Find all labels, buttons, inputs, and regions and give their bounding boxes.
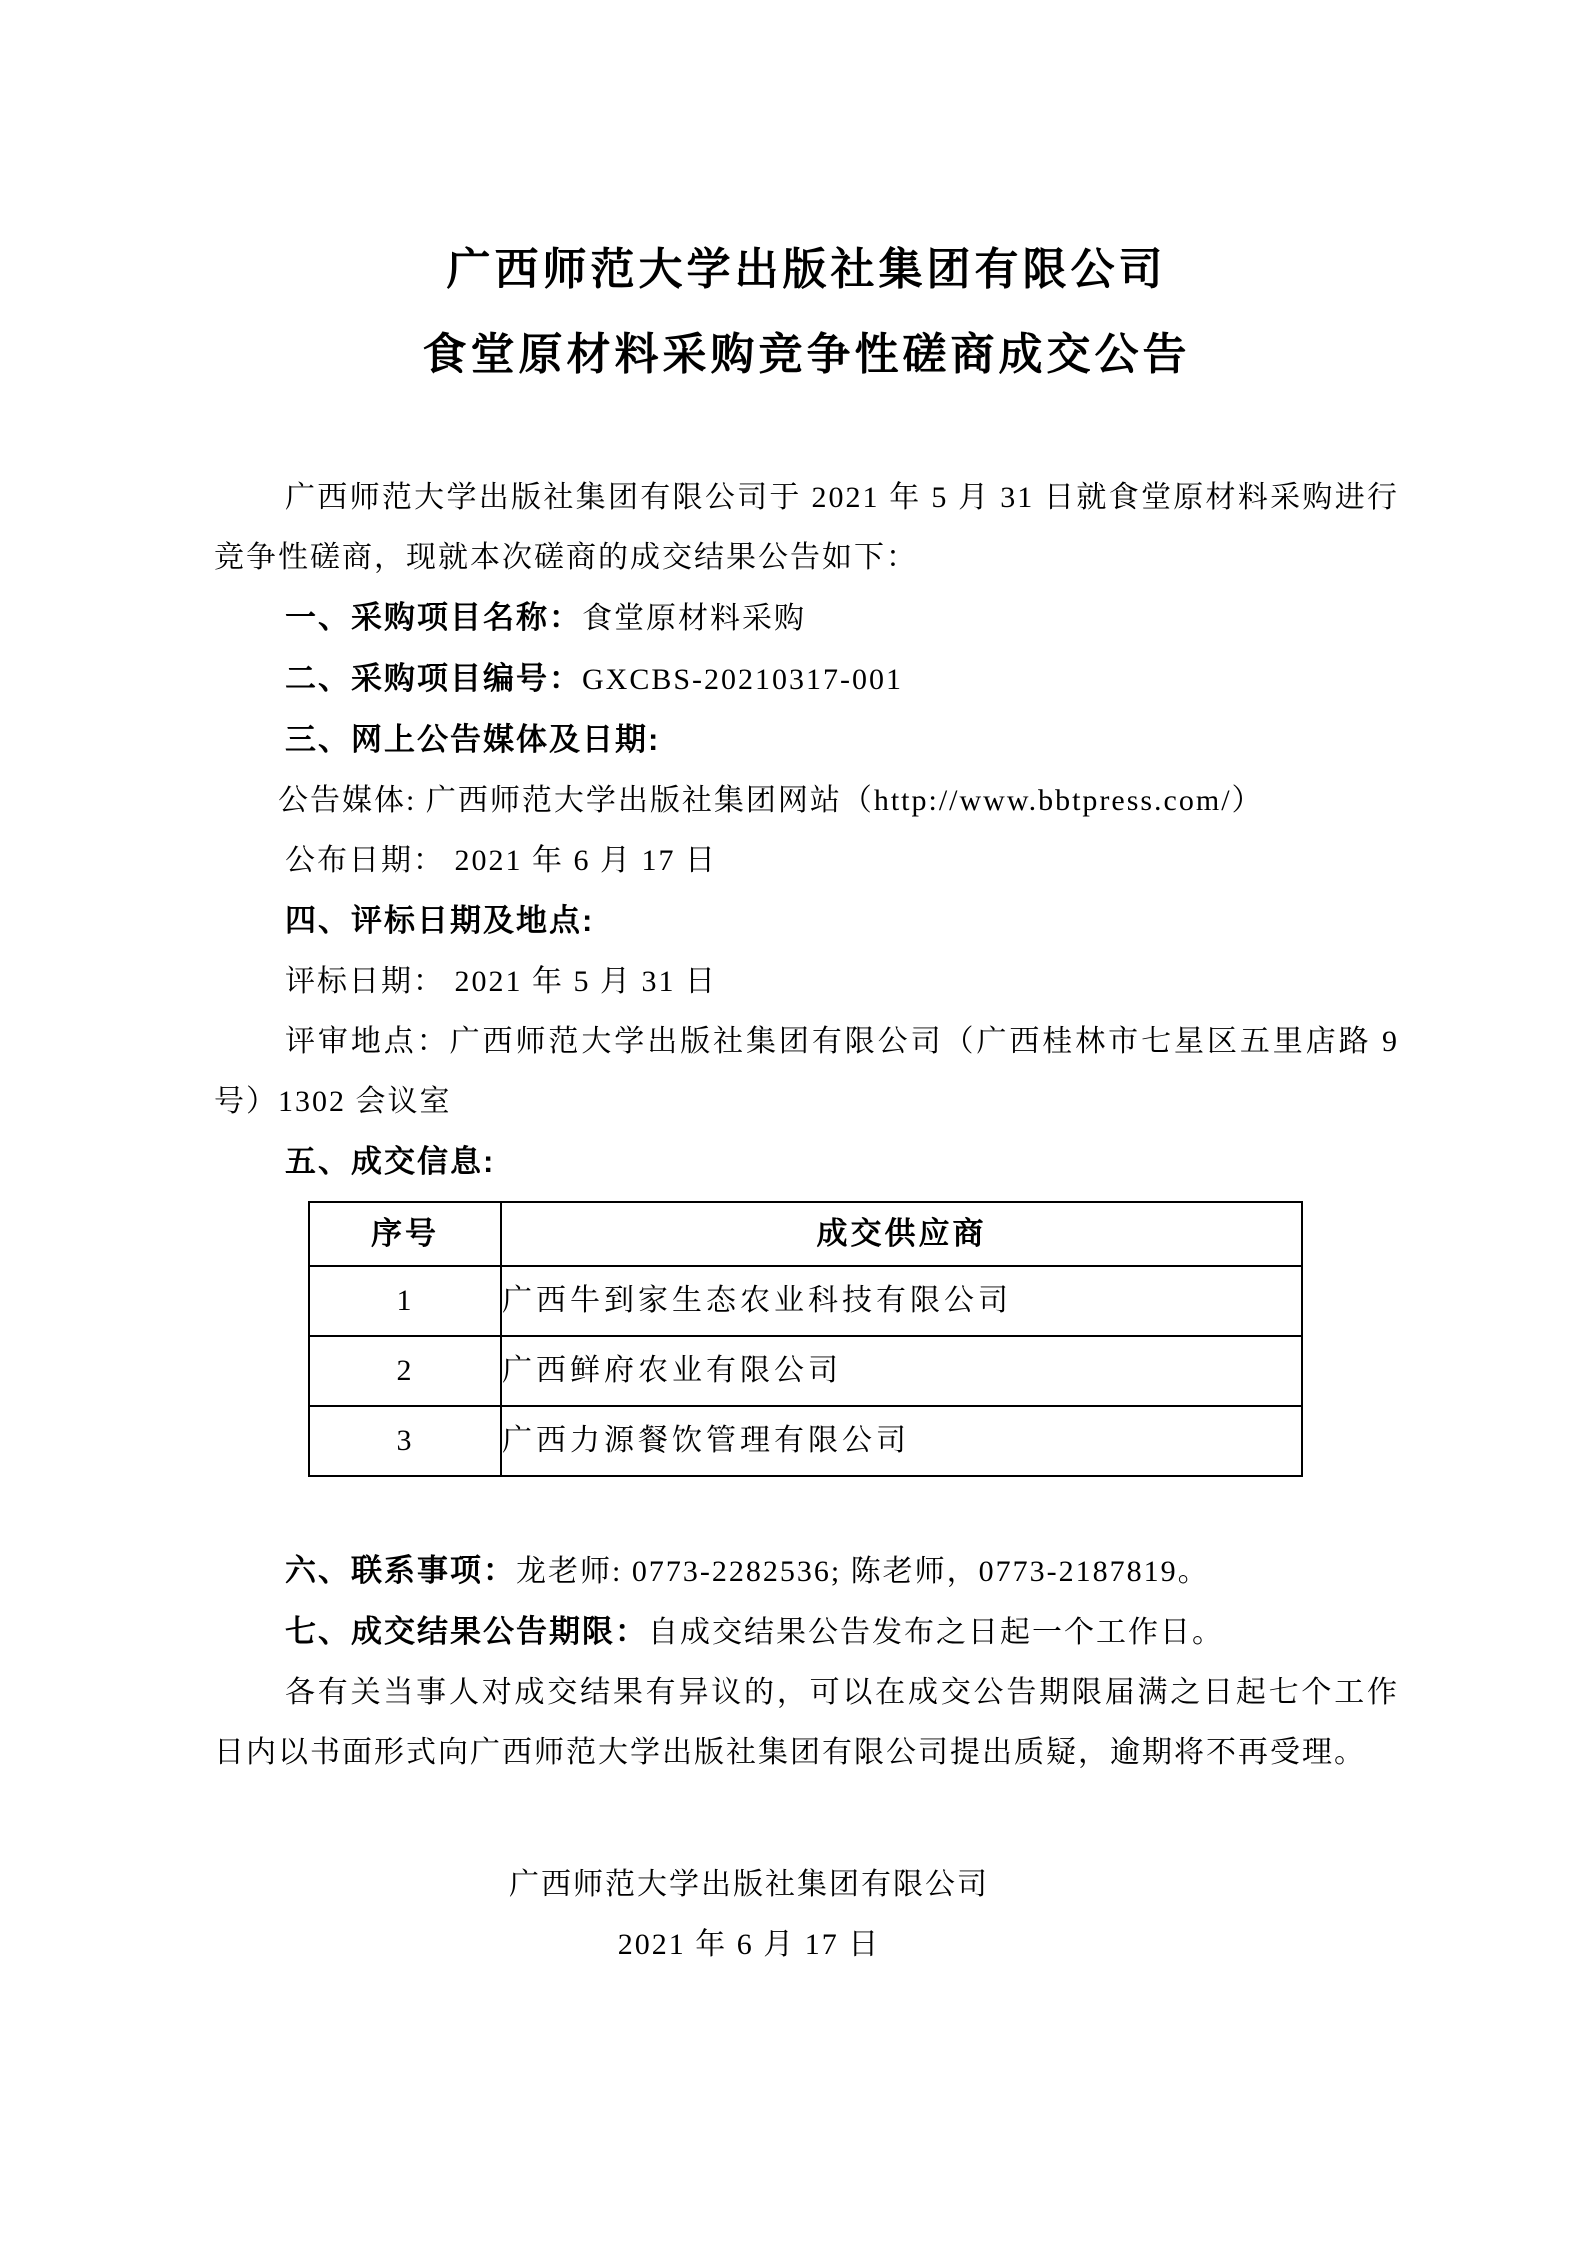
deal-suppliers-table (308, 1201, 1303, 1477)
item-3-announcement-media-heading (214, 710, 1399, 771)
item-7-label: 七、成交结果公告期限： (285, 1614, 648, 1649)
row-3-serial: 3 (309, 1406, 501, 1476)
evaluation-place-paragraph: 评审地点：广西师范大学出版社集团有限公司（广西桂林市七星区五里店路 9 号）1302 会议室 (214, 1025, 1399, 1118)
table-header-supplier: 成交供应商 (501, 1202, 1302, 1266)
signature-block (214, 1855, 1284, 1975)
media-value: 广西师范大学出版社集团网站（http://www.bbtpress.com/） (425, 784, 1264, 817)
closing-paragraph: 各有关当事人对成交结果有异议的，可以在成交公告期限届满之日起七个工作日内以书面形式向广西师范大学出版社集团有限公司提出质疑，逾期将不再受理。 (214, 1676, 1399, 1769)
publish-date-line: 公布日期： 2021 年 6 月 17 日 (285, 844, 717, 877)
table-row (309, 1336, 1302, 1406)
row-3-supplier: 广西力源餐饮管理有限公司 (501, 1406, 1302, 1476)
item-7-value: 自成交结果公告发布之日起一个工作日。 (648, 1616, 1224, 1649)
table-row (309, 1406, 1302, 1476)
item-4-evaluation-heading (214, 891, 1399, 952)
document-title-line2: 食堂原材料采购竞争性磋商成交公告 (422, 330, 1191, 379)
table-row (309, 1266, 1302, 1336)
media-label: 公告媒体: (278, 784, 426, 817)
table-header-row (309, 1202, 1302, 1266)
item-2-value: GXCBS-20210317-001 (582, 663, 904, 696)
document-body (214, 468, 1399, 1975)
row-1-serial: 1 (309, 1266, 501, 1336)
item-6-label: 六、联系事项： (285, 1553, 516, 1588)
item-3-label: 三、网上公告媒体及日期: (285, 722, 661, 757)
row-1-supplier: 广西牛到家生态农业科技有限公司 (501, 1266, 1302, 1336)
signature-date: 2021 年 6 月 17 日 (617, 1928, 881, 1961)
evaluation-date-line: 评标日期： 2021 年 5 月 31 日 (285, 965, 717, 998)
item-1-value: 食堂原材料采购 (582, 602, 806, 635)
item-1-project-name (214, 588, 1399, 649)
item-1-label: 一、采购项目名称： (285, 600, 582, 635)
item-5-label: 五、成交信息: (285, 1144, 496, 1179)
announcement-media-line (214, 771, 1399, 831)
table-header-serial: 序号 (309, 1202, 501, 1266)
item-6-contact (214, 1541, 1399, 1602)
item-2-label: 二、采购项目编号： (285, 661, 582, 696)
item-4-label: 四、评标日期及地点: (285, 903, 595, 938)
row-2-supplier: 广西鲜府农业有限公司 (501, 1336, 1302, 1406)
item-6-value: 龙老师: 0773-2282536; 陈老师，0773-2187819。 (516, 1555, 1210, 1588)
item-7-announcement-period (214, 1602, 1399, 1663)
item-5-deal-info-heading (214, 1132, 1399, 1193)
intro-paragraph: 广西师范大学出版社集团有限公司于 2021 年 5 月 31 日就食堂原材料采购进行竞争性磋商，现就本次磋商的成交结果公告如下： (214, 481, 1399, 574)
item-2-project-number (214, 649, 1399, 710)
signature-company: 广西师范大学出版社集团有限公司 (509, 1868, 989, 1901)
document-title-line1: 广西师范大学出版社集团有限公司 (446, 245, 1167, 294)
row-2-serial: 2 (309, 1336, 501, 1406)
